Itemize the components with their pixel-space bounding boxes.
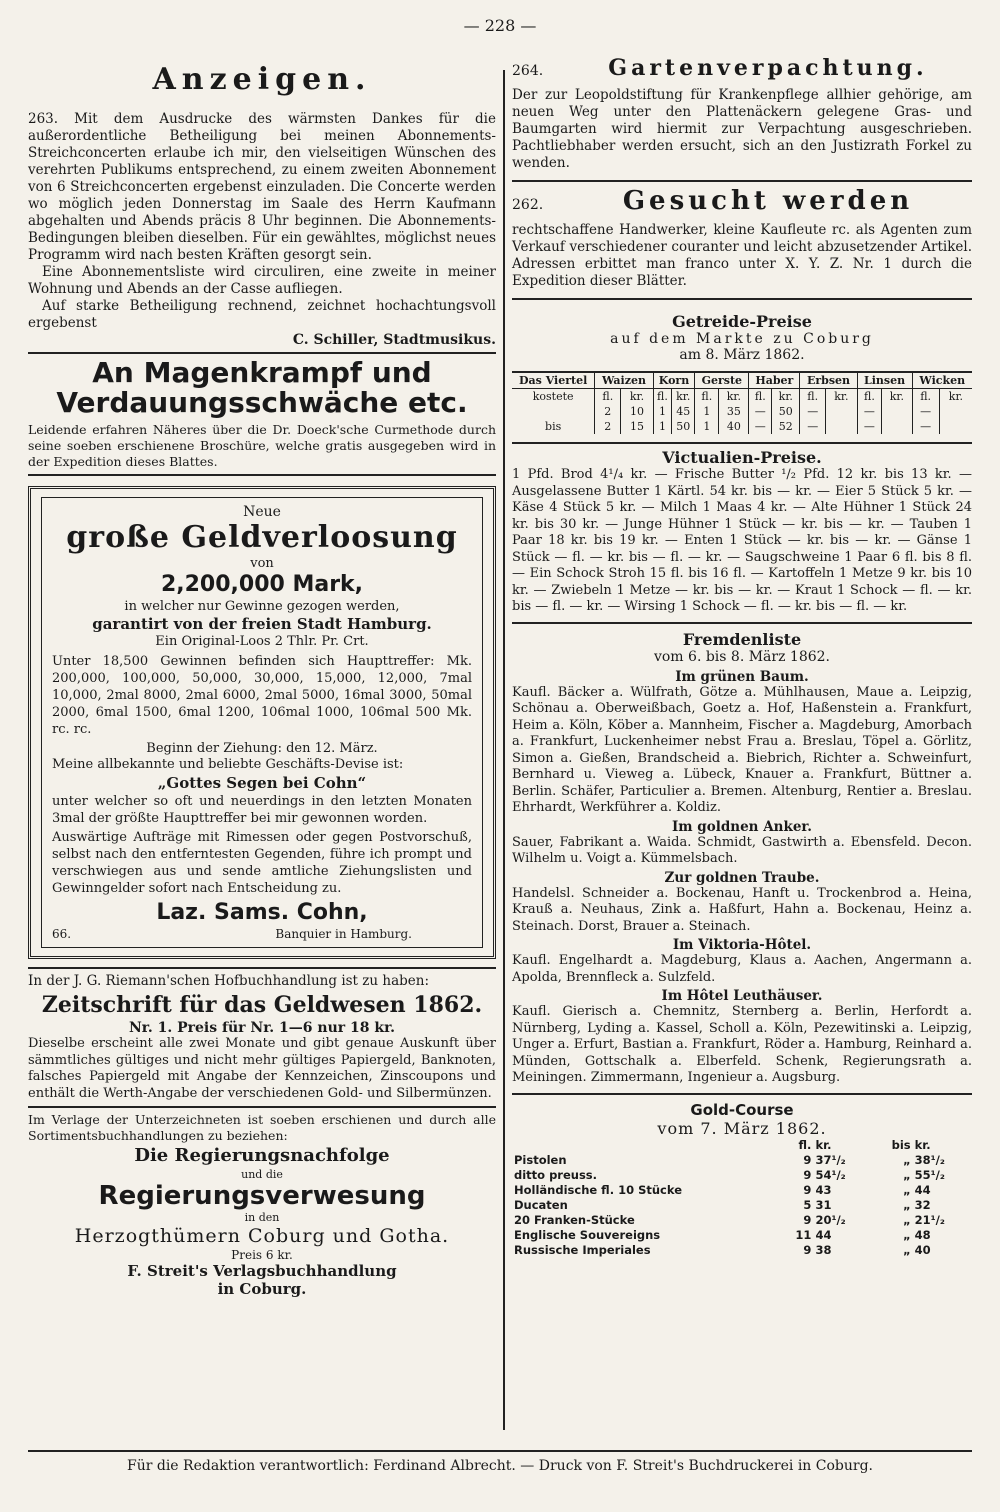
gold-heading: Gold-Course — [690, 1100, 794, 1119]
divider — [28, 474, 496, 476]
gesucht-heading: Gesucht werden — [622, 186, 914, 216]
getreide-cell: 50 — [672, 419, 695, 434]
getreide-cell: 15 — [621, 419, 653, 434]
gold-row — [512, 1198, 972, 1213]
riemann-title: Zeitschrift für das Geldwesen 1862. — [41, 992, 483, 1018]
getreide-col-header: Das Viertel — [512, 372, 595, 389]
gold-cell-name: Pistolen — [514, 1152, 567, 1167]
gold-cell-name: Ducaten — [514, 1197, 568, 1212]
lottery-orders: Auswärtige Aufträge mit Rimessen oder gegen Postvorschuß, selbst nach den entferntesten Gegenden, führe ich prompt und verschwiegen aus und sende amtliche Ziehungslisten und Gewinngelder sofort nach Entscheidung zu. — [52, 830, 472, 896]
ad-263-text3: Auf starke Betheiligung rechnend, zeichnet hochachtungsvoll ergebenst — [28, 298, 496, 331]
getreide-header-row — [512, 372, 972, 389]
getreide-col-header: Erbsen — [800, 372, 857, 389]
fremden-sections — [512, 669, 972, 1087]
getreide-cell: kr. — [621, 389, 653, 405]
streit-in-den: in den — [244, 1211, 280, 1224]
streit-title1: Die Regierungsnachfolge — [134, 1145, 390, 1166]
page-number: — 228 — — [463, 16, 537, 35]
streit-publisher2: in Coburg. — [217, 1280, 307, 1298]
garten-heading: Gartenverpachtung. — [608, 55, 928, 81]
getreide-cell: kr. — [826, 389, 858, 405]
garten-number: 264. — [512, 63, 544, 79]
lottery-motto-text: unter welcher so oft und neuerdings in den letzten Monaten 3mal der größte Haupttreffer bei mir gewonnen worden. — [52, 794, 472, 826]
magenkrampf-text: Leidende erfahren Näheres über die Dr. Doeck'sche Curmethode durch seine soeben erschienene Broschüre, welche gratis ausgegeben wird in der Expedition dieses Blattes. — [28, 422, 496, 469]
getreide-cell: 10 — [621, 404, 653, 419]
gold-cell-name: Russische Imperiales — [514, 1242, 651, 1257]
getreide-cell: 40 — [719, 419, 749, 434]
getreide-row — [512, 419, 972, 434]
gold-cell-name: Holländische fl. 10 Stücke — [514, 1182, 683, 1197]
gold-cell-kr: 31 — [815, 1197, 832, 1212]
streit-publisher1: F. Streit's Verlagsbuchhandlung — [127, 1262, 397, 1280]
getreide-cell: — — [800, 419, 826, 434]
getreide-cell: — — [749, 419, 772, 434]
fremden-section-text: Kaufl. Gierisch a. Chemnitz, Sternberg a. Berlin, Herfordt a. Nürnberg, Lyding a. Kassel, Scholl a. Köln, Pezewitinski a. Leipzig, Unger a. Erfurt, Bastian a. Frankfurt, Röder a. Hamburg, Reinhard a. Münden, Gottschalk a. Elberfeld. Schenk, Regierungsrath a. Meiningen. Zimmermann, Ingenieur a. Augsburg. — [512, 1004, 972, 1085]
gold-row — [512, 1213, 972, 1228]
divider — [512, 298, 972, 300]
fremden-section-title: Im goldnen Anker. — [671, 818, 813, 835]
lottery-footer-row — [52, 927, 472, 941]
getreide-cell: fl. — [595, 389, 621, 405]
footer-rule — [28, 1450, 972, 1452]
gesucht-heading-row — [512, 186, 972, 216]
getreide-cell — [826, 404, 858, 419]
getreide-cell: kr. — [939, 389, 972, 405]
lottery-number: 66. — [52, 927, 72, 941]
streit-title2: Regierungsverwesung — [98, 1181, 426, 1211]
gold-row — [512, 1183, 972, 1198]
gold-cell-fl: 9 — [803, 1242, 812, 1257]
getreide-cell: — — [857, 419, 882, 434]
gold-cell-bis: „ — [903, 1152, 911, 1167]
getreide-cell: — — [749, 404, 772, 419]
streit-und-die: und die — [241, 1168, 283, 1181]
gold-cell-kr: 20¹/₂ — [815, 1212, 846, 1227]
divider — [512, 1093, 972, 1095]
fremden-heading: Fremdenliste — [682, 629, 802, 649]
getreide-cell: 1 — [653, 419, 672, 434]
getreide-row-label: bis — [545, 420, 562, 433]
getreide-cell: fl. — [800, 389, 826, 405]
getreide-cell: 35 — [719, 404, 749, 419]
getreide-cell: kr. — [772, 389, 800, 405]
streit-title3: Herzogthümern Coburg und Gotha. — [74, 1225, 450, 1247]
fremden-section-text: Kaufl. Bäcker a. Wülfrath, Götze a. Mühlhausen, Maue a. Leipzig, Schönau a. Oberweißbach, Goetz a. Hof, Haßenstein a. Frankfurt, Heim a. Köln, Köber a. Mannheim, Fischer a. Magdeburg, Amorbach a. Frankfurt, Luckenheimer nebst Frau a. Breslau, Töpel a. Görlitz, Simon a. Gießen, Brandscheid a. Biebrich, Richter a. Schweinfurt, Bernhard u. Vieweg a. Lübeck, Knauer a. Frankfurt, Büttner a. Berlin. Schäfer, Particulier a. Bremen. Altenburg, Rentier a. Breslau. Ehrhardt, Werkführer a. Koldiz. — [512, 684, 972, 815]
divider — [512, 180, 972, 182]
fremden-section-title: Im Viktoria-Hôtel. — [672, 937, 812, 953]
getreide-cell: fl. — [857, 389, 882, 405]
garten-heading-row — [512, 55, 972, 81]
gold-cell-kr2: 32 — [914, 1197, 931, 1212]
gold-row — [512, 1168, 972, 1183]
lottery-devise: Meine allbekannte und beliebte Geschäfts-Devise ist: — [52, 757, 404, 772]
getreide-cell: 2 — [595, 404, 621, 419]
lottery-motto: „Gottes Segen bei Cohn“ — [157, 774, 367, 792]
getreide-cell: 50 — [772, 404, 800, 419]
gold-row — [512, 1228, 972, 1243]
getreide-cell: kr. — [672, 389, 695, 405]
gold-cell-bis: „ — [903, 1242, 911, 1257]
getreide-cell — [939, 404, 972, 419]
ad-263-signature: C. Schiller, Stadtmusikus. — [292, 332, 496, 348]
getreide-row-label — [512, 404, 595, 419]
divider — [28, 1106, 496, 1108]
getreide-cell — [939, 419, 972, 434]
gold-cell-fl: 9 — [803, 1212, 812, 1227]
divider — [28, 352, 496, 354]
lottery-ad — [28, 486, 496, 959]
lottery-name: Laz. Sams. Cohn, — [156, 900, 368, 925]
getreide-cell: kr. — [719, 389, 749, 405]
gold-cell-fl: 11 — [795, 1227, 812, 1242]
getreide-cell: — — [857, 404, 882, 419]
gold-cell-kr2: 40 — [914, 1242, 931, 1257]
riemann-text: Dieselbe erscheint alle zwei Monate und gibt genaue Auskunft über sämmtliches gültiges und nicht mehr gültiges Papiergeld, Banknoten, falsches Papiergeld mit Angabe der Kennzeichen, Zinscoupons und enthält die Werth-Angabe der verschiedenen Gold- und Silbermünzen. — [28, 1036, 496, 1101]
fremden-section-text: Sauer, Fabrikant a. Waida. Schmidt, Gastwirth a. Ebensfeld. Decon. Wilhelm u. Voigt a. Kümmelsbach. — [512, 834, 972, 866]
ad-263-text: 263. Mit dem Ausdrucke des wärmsten Dankes für die außerordentliche Betheiligung bei meinen Abonnements-Streichconcerten erlaube ich mir, den vielseitigen Wünschen des verehrten Publikums entsprechend, zu einem zweiten Abonnement von 6 Streichconcerten ergebenst einzuladen. Die Concerte werden wo möglich jeden Donnerstag im Saale des Herrn Kaufmann abgehalten und Abends präcis 8 Uhr beginnen. Die Abonnements-Bedingungen bleiben dieselben. Für ein gewähltes, möglichst neues Programm wird nach besten Kräften gesorgt sein. — [28, 111, 496, 263]
victualien-text: 1 Pfd. Brod 4¹/₄ kr. — Frische Butter ¹/₂ Pfd. 12 kr. bis 13 kr. — Ausgelassene Butter 1 Kärtl. 54 kr. bis — kr. — Eier 5 Stück 5 kr. — Käse 4 Stück 5 kr. — Milch 1 Maas 4 kr. — Alte Hühner 1 Stück 24 kr. bis 30 kr. — Junge Hühner 1 Stück — kr. bis — kr. — Tauben 1 Paar 18 kr. bis 19 kr. — Enten 1 Stück — kr. bis — kr. — Gänse 1 Stück — fl. — kr. bis — fl. — kr. — Saugschweine 1 Paar 6 fl. bis 8 fl. — Ein Schock Stroh 15 fl. bis 16 fl. — Kartoffeln 1 Metze 9 kr. bis 10 kr. — Zwiebeln 1 Metze — kr. bis — kr. — Kraut 1 Schock — fl. — kr. bis — fl. — kr. — Wirsing 1 Schock — fl. — kr. bis — fl. — kr. — [512, 467, 972, 614]
getreide-cell: fl. — [749, 389, 772, 405]
gold-col-header: kr. — [914, 1137, 931, 1152]
riemann-intro: In der J. G. Riemann'schen Hofbuchhandlung ist zu haben: — [28, 973, 429, 989]
gold-cell-bis: „ — [903, 1212, 911, 1227]
getreide-col-header: Haber — [749, 372, 800, 389]
getreide-cell: 1 — [653, 404, 672, 419]
gold-cell-fl: 9 — [803, 1152, 812, 1167]
gold-cell-name: 20 Franken-Stücke — [514, 1212, 635, 1227]
lottery-von: von — [250, 556, 274, 571]
getreide-body — [512, 389, 972, 435]
getreide-cell — [882, 419, 912, 434]
lottery-line1: in welcher nur Gewinne gezogen werden, — [124, 599, 400, 614]
getreide-cell: fl. — [912, 389, 939, 405]
getreide-cell: — — [912, 404, 939, 419]
gold-col-header: kr. — [815, 1137, 832, 1152]
gold-cell-fl: 9 — [803, 1182, 812, 1197]
gold-col-header: bis — [891, 1137, 911, 1152]
anzeigen-heading: Anzeigen. — [152, 62, 372, 97]
getreide-cell: fl. — [695, 389, 719, 405]
gold-cell-kr2: 21¹/₂ — [914, 1212, 945, 1227]
lottery-prizes: Unter 18,500 Gewinnen befinden sich Haupttreffer: Mk. 200,000, 100,000, 50,000, 30,000, 15,000, 12,000, 7mal 10,000, 2mal 8000, 2mal 6000, 2mal 5000, 16mal 3000, 50mal 2000, 6mal 1500, 6mal 1200, 106mal 1000, 106mal 500 Mk. rc. rc. — [52, 654, 472, 737]
gold-row — [512, 1243, 972, 1258]
fremden-section-title: Im Hôtel Leuthäuser. — [661, 988, 823, 1004]
fremden-section-text: Handelsl. Schneider a. Bockenau, Hanft u. Trockenbrod a. Heina, Krauß a. Neuhaus, Zink a. Haßfurt, Hahn a. Bockenau, Heinz a. Steinach. Dorst, Brauer a. Steinach. — [512, 885, 972, 934]
getreide-col-header: Korn — [653, 372, 695, 389]
gold-body — [512, 1153, 972, 1258]
lottery-line3: Ein Original-Loos 2 Thlr. Pr. Crt. — [155, 634, 369, 649]
fremden-section-text: Kaufl. Engelhardt a. Magdeburg, Klaus a. Aachen, Angermann a. Apolda, Brennfleck a. Sulzfeld. — [512, 953, 972, 985]
gold-date: vom 7. März 1862. — [657, 1118, 827, 1138]
lottery-ad-inner — [41, 497, 483, 948]
gold-cell-bis: „ — [903, 1182, 911, 1197]
getreide-cell: fl. — [653, 389, 672, 405]
gold-cell-name: Englische Souvereigns — [514, 1227, 661, 1242]
lottery-amount: 2,200,000 Mark, — [160, 572, 364, 597]
getreide-col-header: Wicken — [912, 372, 972, 389]
footer-imprint: Für die Redaktion verantwortlich: Ferdinand Albrecht. — Druck von F. Streit's Buchdruckerei in Coburg. — [126, 1458, 873, 1474]
getreide-row — [512, 404, 972, 419]
getreide-col-header: Waizen — [595, 372, 653, 389]
getreide-date: am 8. März 1862. — [679, 347, 805, 363]
gold-cell-kr2: 44 — [914, 1182, 931, 1197]
lottery-neue: Neue — [243, 504, 281, 520]
gold-row — [512, 1153, 972, 1168]
gold-cell-bis: „ — [903, 1167, 911, 1182]
getreide-table — [512, 371, 972, 434]
lottery-title: große Geldverloosung — [66, 520, 458, 555]
victualien-heading: Victualien-Preise. — [662, 448, 822, 467]
divider — [512, 622, 972, 624]
getreide-cell: — — [912, 419, 939, 434]
getreide-cell: kr. — [882, 389, 912, 405]
fremden-section-title: Zur goldnen Traube. — [664, 869, 820, 886]
gold-cell-kr: 37¹/₂ — [815, 1152, 846, 1167]
getreide-row-label: kostete — [532, 390, 574, 403]
streit-intro: Im Verlage der Unterzeichneten ist soeben erschienen und durch alle Sortimentsbuchhandlungen zu beziehen: — [28, 1112, 496, 1143]
gold-cell-kr: 43 — [815, 1182, 832, 1197]
gold-cell-kr2: 48 — [914, 1227, 931, 1242]
magenkrampf-headline: An Magenkrampf und Verdauungsschwäche etc. — [56, 356, 468, 419]
gold-cell-bis: „ — [903, 1227, 911, 1242]
gold-cell-bis: „ — [903, 1197, 911, 1212]
lottery-banker: Banquier in Hamburg. — [275, 927, 412, 941]
fremden-date: vom 6. bis 8. März 1862. — [653, 648, 831, 665]
gold-cell-fl: 9 — [803, 1167, 812, 1182]
getreide-cell: 1 — [695, 404, 719, 419]
divider — [512, 442, 972, 444]
gold-col-header: fl. — [798, 1137, 812, 1152]
divider — [28, 967, 496, 969]
right-column — [512, 55, 972, 1258]
getreide-row — [512, 389, 972, 405]
getreide-cell: 2 — [595, 419, 621, 434]
streit-price: Preis 6 kr. — [231, 1248, 293, 1262]
gold-cell-kr: 38 — [815, 1242, 832, 1257]
getreide-cell — [826, 419, 858, 434]
getreide-col-header: Gerste — [695, 372, 749, 389]
gold-header-row — [512, 1138, 972, 1153]
getreide-sub: auf dem Markte zu Coburg — [610, 331, 874, 347]
gold-cell-fl: 5 — [803, 1197, 812, 1212]
gold-cell-kr: 44 — [815, 1227, 832, 1242]
getreide-cell: — — [800, 404, 826, 419]
gold-cell-kr2: 38¹/₂ — [914, 1152, 945, 1167]
gold-cell-kr2: 55¹/₂ — [914, 1167, 945, 1182]
garten-text: Der zur Leopoldstiftung für Krankenpflege allhier gehörige, am neuen Weg unter den Plattenäckern gelegene Gras- und Baumgarten wird hiermit zur Verpachtung ausgeschrieben. Pachtliebhaber werden ersucht, sich an den Justizrath Forkel zu wenden. — [512, 87, 972, 171]
getreide-col-header: Linsen — [857, 372, 912, 389]
gesucht-text: rechtschaffene Handwerker, kleine Kaufleute rc. als Agenten zum Verkauf verschiedener couranter und leicht abzusetzender Artikel. Adressen erbittet man franco unter X. Y. Z. Nr. 1 durch die Expedition dieser Blätter. — [512, 222, 972, 289]
getreide-cell: 52 — [772, 419, 800, 434]
getreide-cell: 1 — [695, 419, 719, 434]
gold-cell-kr: 54¹/₂ — [815, 1167, 846, 1182]
lottery-line2: garantirt von der freien Stadt Hamburg. — [92, 615, 432, 633]
riemann-sub: Nr. 1. Preis für Nr. 1—6 nur 18 kr. — [128, 1020, 396, 1036]
gold-table — [512, 1138, 972, 1258]
column-divider — [503, 70, 505, 1430]
gold-cell-name: ditto preuss. — [514, 1167, 598, 1182]
getreide-cell — [882, 404, 912, 419]
getreide-cell: 45 — [672, 404, 695, 419]
left-column — [28, 55, 496, 1298]
fremden-section-title: Im grünen Baum. — [675, 668, 809, 685]
getreide-heading: Getreide-Preise — [672, 312, 812, 331]
ad-263-text2: Eine Abonnementsliste wird circuliren, eine zweite in meiner Wohnung und Abends an der Casse aufliegen. — [28, 264, 496, 297]
lottery-beginn: Beginn der Ziehung: den 12. März. — [146, 741, 378, 756]
gesucht-number: 262. — [512, 197, 544, 213]
